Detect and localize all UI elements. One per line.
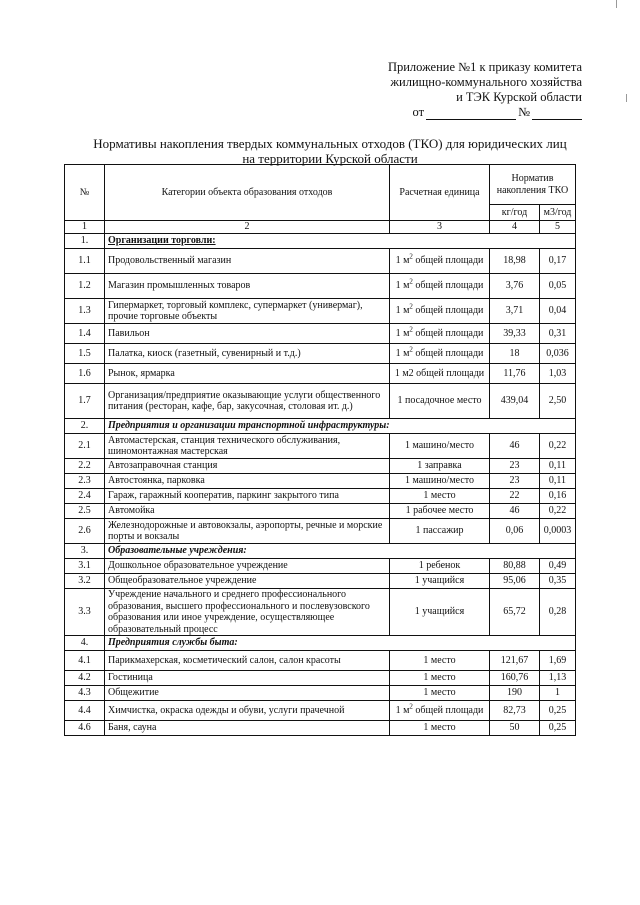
- header-unit: Расчетная единица: [390, 165, 490, 221]
- row-unit: 1 место: [390, 721, 490, 736]
- header-line-3: и ТЭК Курской области: [456, 90, 582, 104]
- row-m3: 0,17: [540, 249, 576, 274]
- row-m3: 0,16: [540, 489, 576, 504]
- row-category: Автозаправочная станция: [105, 459, 390, 474]
- row-m3: 0,0003: [540, 519, 576, 544]
- row-num: 4.3: [65, 686, 105, 701]
- table-row: [65, 384, 576, 419]
- col-number: 1: [65, 221, 105, 234]
- row-category: Продовольственный магазин: [105, 249, 390, 274]
- table-row: [65, 519, 576, 544]
- row-kg: 65,72: [490, 589, 540, 636]
- row-num: 3.1: [65, 559, 105, 574]
- table-header-row: [65, 165, 576, 205]
- row-kg: 95,06: [490, 574, 540, 589]
- row-category: Химчистка, окраска одежды и обуви, услуги прачечной: [105, 701, 390, 721]
- superscript: 2: [409, 345, 413, 354]
- row-num: 3.3: [65, 589, 105, 636]
- order-from-label: от: [412, 105, 425, 119]
- row-unit: 1 $м^2$ общей площади: [390, 324, 490, 344]
- row-num: 1.7: [65, 384, 105, 419]
- superscript: 2: [409, 252, 413, 261]
- section-title: Предприятия и организации транспортной инфраструктуры:: [105, 419, 576, 434]
- header-num: №: [65, 165, 105, 221]
- row-kg: 46: [490, 434, 540, 459]
- document-title: [60, 136, 600, 166]
- row-m3: 1,13: [540, 671, 576, 686]
- row-num: 1.5: [65, 344, 105, 364]
- row-m3: 0,25: [540, 701, 576, 721]
- header-line-2: жилищно-коммунального хозяйства: [390, 75, 582, 89]
- table-row: [65, 671, 576, 686]
- row-unit: 1 $м^2$ общей площади: [390, 299, 490, 324]
- row-m3: 1,69: [540, 651, 576, 671]
- row-kg: 190: [490, 686, 540, 701]
- section-row: [65, 636, 576, 651]
- table-row: [65, 651, 576, 671]
- row-m3: 0,31: [540, 324, 576, 344]
- row-num: 4.1: [65, 651, 105, 671]
- row-category: Гипермаркет, торговый комплекс, супермаркет (универмаг), прочие торговые объекты: [105, 299, 390, 324]
- row-m3: 0,11: [540, 474, 576, 489]
- row-kg: 50: [490, 721, 540, 736]
- row-category: Гараж, гаражный кооператив, паркинг закрытого типа: [105, 489, 390, 504]
- row-kg: 46: [490, 504, 540, 519]
- row-unit: 1 рабочее место: [390, 504, 490, 519]
- superscript: 2: [409, 325, 413, 334]
- row-m3: 0,35: [540, 574, 576, 589]
- table-row: [65, 489, 576, 504]
- row-kg: 11,76: [490, 364, 540, 384]
- row-kg: 121,67: [490, 651, 540, 671]
- row-unit: 1 $м^2$ общей площади: [390, 249, 490, 274]
- table-row: [65, 459, 576, 474]
- row-num: 1.2: [65, 274, 105, 299]
- row-category: Организация/предприятие оказывающие услуги общественного питания (ресторан, кафе, бар, закусочная, столовая ит. д.): [105, 384, 390, 419]
- table-row: [65, 686, 576, 701]
- row-m3: 0,036: [540, 344, 576, 364]
- row-category: Железнодорожные и автовокзалы, аэропорты, речные и морские порты и вокзалы: [105, 519, 390, 544]
- row-kg: 39,33: [490, 324, 540, 344]
- row-kg: 18,98: [490, 249, 540, 274]
- row-kg: 3,76: [490, 274, 540, 299]
- row-m3: 0,49: [540, 559, 576, 574]
- header-line-1: Приложение №1 к приказу комитета: [387, 60, 582, 74]
- row-unit: 1 $м^2$ общей площади: [390, 701, 490, 721]
- row-num: 2.: [65, 419, 105, 434]
- col-number: 4: [490, 221, 540, 234]
- col-number: 5: [540, 221, 576, 234]
- table-row: [65, 364, 576, 384]
- row-num: 1.4: [65, 324, 105, 344]
- title-line-2: на территории Курской области: [242, 151, 418, 166]
- table-row: [65, 701, 576, 721]
- row-num: 2.3: [65, 474, 105, 489]
- row-num: 2.4: [65, 489, 105, 504]
- row-unit: 1 место: [390, 671, 490, 686]
- row-num: 2.2: [65, 459, 105, 474]
- row-unit: 1 учащийся: [390, 589, 490, 636]
- norms-table: [64, 164, 576, 736]
- row-category: Парикмахерская, косметический салон, салон красоты: [105, 651, 390, 671]
- row-unit: 1 место: [390, 651, 490, 671]
- table-row: [65, 721, 576, 736]
- row-unit: 1 м2 общей площади: [390, 364, 490, 384]
- col-number: 3: [390, 221, 490, 234]
- row-num: 4.4: [65, 701, 105, 721]
- header-norm: Норматив накопления ТКО: [490, 165, 576, 205]
- row-m3: 0,22: [540, 434, 576, 459]
- row-unit: 1 $м^2$ общей площади: [390, 344, 490, 364]
- row-category: Общежитие: [105, 686, 390, 701]
- row-m3: 2,50: [540, 384, 576, 419]
- table-row: [65, 274, 576, 299]
- row-unit: 1 место: [390, 686, 490, 701]
- section-title: Организации торговли:: [105, 234, 576, 249]
- column-number-row: [65, 221, 576, 234]
- table-body: [65, 234, 576, 736]
- row-unit: 1 пассажир: [390, 519, 490, 544]
- row-num: 2.6: [65, 519, 105, 544]
- row-m3: 0,28: [540, 589, 576, 636]
- row-unit: 1 машино/место: [390, 474, 490, 489]
- row-num: 1.1: [65, 249, 105, 274]
- row-category: Палатка, киоск (газетный, сувенирный и т.д.): [105, 344, 390, 364]
- row-kg: 18: [490, 344, 540, 364]
- row-num: 4.: [65, 636, 105, 651]
- row-category: Рынок, ярмарка: [105, 364, 390, 384]
- section-title: Образовательные учреждения:: [105, 544, 576, 559]
- row-category: Автомойка: [105, 504, 390, 519]
- row-category: Баня, сауна: [105, 721, 390, 736]
- row-num: 4.6: [65, 721, 105, 736]
- section-title: Предприятия службы быта:: [105, 636, 576, 651]
- superscript: 2: [409, 277, 413, 286]
- row-category: Автостоянка, парковка: [105, 474, 390, 489]
- row-unit: 1 место: [390, 489, 490, 504]
- header-kg: кг/год: [490, 205, 540, 221]
- row-kg: 82,73: [490, 701, 540, 721]
- approval-header: [372, 60, 582, 120]
- row-kg: 439,04: [490, 384, 540, 419]
- order-date-blank: [426, 108, 516, 120]
- row-unit: 1 $м^2$ общей площади: [390, 274, 490, 299]
- row-kg: 80,88: [490, 559, 540, 574]
- superscript: 2: [409, 302, 413, 311]
- row-kg: 23: [490, 474, 540, 489]
- row-num: 3.: [65, 544, 105, 559]
- row-category: Автомастерская, станция технического обслуживания, шиномонтажная мастерская: [105, 434, 390, 459]
- row-category: Павильон: [105, 324, 390, 344]
- row-m3: 1: [540, 686, 576, 701]
- row-kg: 22: [490, 489, 540, 504]
- title-line-1: Нормативы накопления твердых коммунальных отходов (ТКО) для юридических лиц: [93, 136, 567, 151]
- row-num: 1.3: [65, 299, 105, 324]
- row-kg: 23: [490, 459, 540, 474]
- row-m3: 0,04: [540, 299, 576, 324]
- header-m3: м3/год: [540, 205, 576, 221]
- row-num: 1.: [65, 234, 105, 249]
- row-m3: 1,03: [540, 364, 576, 384]
- row-category: Гостиница: [105, 671, 390, 686]
- order-number-blank: [532, 108, 582, 120]
- col-number: 2: [105, 221, 390, 234]
- table-row: [65, 249, 576, 274]
- row-m3: 0,22: [540, 504, 576, 519]
- row-unit: 1 ребенок: [390, 559, 490, 574]
- row-unit: 1 учащийся: [390, 574, 490, 589]
- table-row: [65, 504, 576, 519]
- table-row: [65, 344, 576, 364]
- row-m3: 0,05: [540, 274, 576, 299]
- table-row: [65, 559, 576, 574]
- table-row: [65, 589, 576, 636]
- table-row: [65, 474, 576, 489]
- row-category: Учреждение начального и среднего профессионального образования, высшего профессионального и послевузовского образования или иное учреждение, осуществляющее образовательный процесс: [105, 589, 390, 636]
- section-row: [65, 544, 576, 559]
- row-unit: 1 посадочное место: [390, 384, 490, 419]
- row-category: Общеобразовательное учреждение: [105, 574, 390, 589]
- table-row: [65, 324, 576, 344]
- row-kg: 160,76: [490, 671, 540, 686]
- superscript: 2: [409, 702, 413, 711]
- row-category: Дошкольное образовательное учреждение: [105, 559, 390, 574]
- table-row: [65, 574, 576, 589]
- row-unit: 1 машино/место: [390, 434, 490, 459]
- scan-artifact: [626, 94, 627, 102]
- header-category: Категории объекта образования отходов: [105, 165, 390, 221]
- row-num: 1.6: [65, 364, 105, 384]
- section-row: [65, 419, 576, 434]
- table-row: [65, 299, 576, 324]
- section-row: [65, 234, 576, 249]
- row-m3: 0,11: [540, 459, 576, 474]
- row-unit: 1 заправка: [390, 459, 490, 474]
- table-row: [65, 434, 576, 459]
- row-category: Магазин промышленных товаров: [105, 274, 390, 299]
- order-number-label: №: [518, 105, 530, 119]
- row-num: 4.2: [65, 671, 105, 686]
- row-num: 2.1: [65, 434, 105, 459]
- row-num: 3.2: [65, 574, 105, 589]
- row-kg: 0,06: [490, 519, 540, 544]
- order-date-number-line: [372, 105, 582, 120]
- row-kg: 3,71: [490, 299, 540, 324]
- row-num: 2.5: [65, 504, 105, 519]
- scan-artifact: [616, 0, 617, 8]
- row-m3: 0,25: [540, 721, 576, 736]
